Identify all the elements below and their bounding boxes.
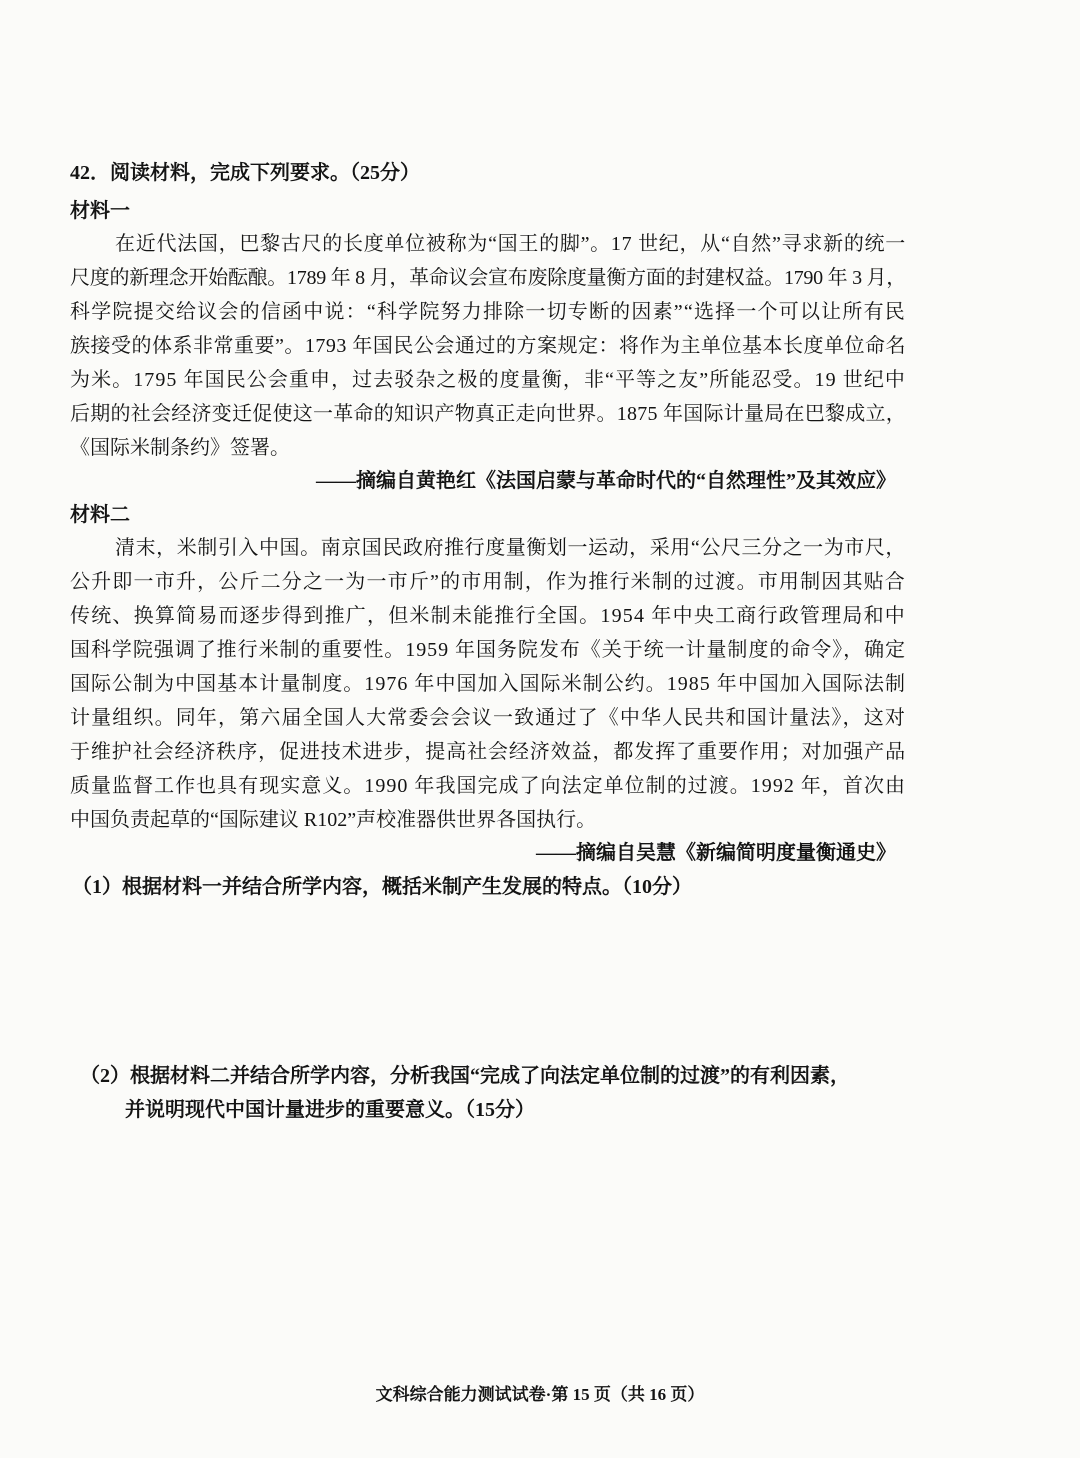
- material2-source: ——摘编自吴慧《新编简明度量衡通史》: [536, 842, 896, 864]
- question-title: 42．阅读材料，完成下列要求。（25分）: [70, 162, 420, 184]
- material1-line: 族接受的体系非常重要”。1793 年国民公会通过的方案规定：将作为主单位基本长度单位命名: [70, 335, 906, 357]
- material2-line: 计量组织。同年，第六届全国人大常委会会议一致通过了《中华人民共和国计量法》，这对: [70, 707, 906, 729]
- sub-question-2-line: （2）根据材料二并结合所学内容，分析我国“完成了向法定单位制的过渡”的有利因素，: [80, 1065, 850, 1087]
- material1-line: 科学院提交给议会的信函中说：“科学院努力排除一切专断的因素”“选择一个可以让所有民: [70, 301, 906, 323]
- page-footer: 文科综合能力测试试卷·第 15 页（共 16 页）: [375, 1385, 705, 1404]
- sub-question-2-line: 并说明现代中国计量进步的重要意义。（15分）: [125, 1099, 535, 1121]
- material1-source: ——摘编自黄艳红《法国启蒙与革命时代的“自然理性”及其效应》: [316, 470, 896, 492]
- material1-label: 材料一: [70, 200, 130, 222]
- material2-line: 清末，米制引入中国。南京国民政府推行度量衡划一运动，采用“公尺三分之一为市尺，: [115, 537, 906, 559]
- material2-line: 国际公制为中国基本计量制度。1976 年中国加入国际米制公约。1985 年中国加入国际法制: [70, 673, 906, 695]
- material2-line: 公升即一市升，公斤二分之一为一市斤”的市用制，作为推行米制的过渡。市用制因其贴合: [70, 571, 906, 593]
- material2-label: 材料二: [70, 504, 130, 526]
- sub-question-1: （1）根据材料一并结合所学内容，概括米制产生发展的特点。（10分）: [72, 876, 692, 898]
- material2-line: 国科学院强调了推行米制的重要性。1959 年国务院发布《关于统一计量制度的命令》，确定: [70, 639, 906, 661]
- material2-line: 于维护社会经济秩序，促进技术进步，提高社会经济效益，都发挥了重要作用；对加强产品: [70, 741, 906, 763]
- material2-line: 传统、换算简易而逐步得到推广，但米制未能推行全国。1954 年中央工商行政管理局和中: [70, 605, 906, 627]
- material1-line: 《国际米制条约》签署。: [70, 437, 290, 459]
- material2-line: 质量监督工作也具有现实意义。1990 年我国完成了向法定单位制的过渡。1992 年，首次由: [70, 775, 906, 797]
- material1-line: 为米。1795 年国民公会重申，过去驳杂之极的度量衡，非“平等之友”所能忍受。19 世纪中: [70, 369, 906, 391]
- material1-line: 尺度的新理念开始酝酿。1789 年 8 月，革命议会宣布废除度量衡方面的封建权益。1790 年 3 月，: [70, 267, 906, 289]
- material1-line: 后期的社会经济变迁促使这一革命的知识产物真正走向世界。1875 年国际计量局在巴黎成立，: [70, 403, 906, 425]
- material2-line: 中国负责起草的“国际建议 R102”声校准器供世界各国执行。: [70, 809, 597, 831]
- material1-line: 在近代法国，巴黎古尺的长度单位被称为“国王的脚”。17 世纪，从“自然”寻求新的统一: [115, 233, 906, 255]
